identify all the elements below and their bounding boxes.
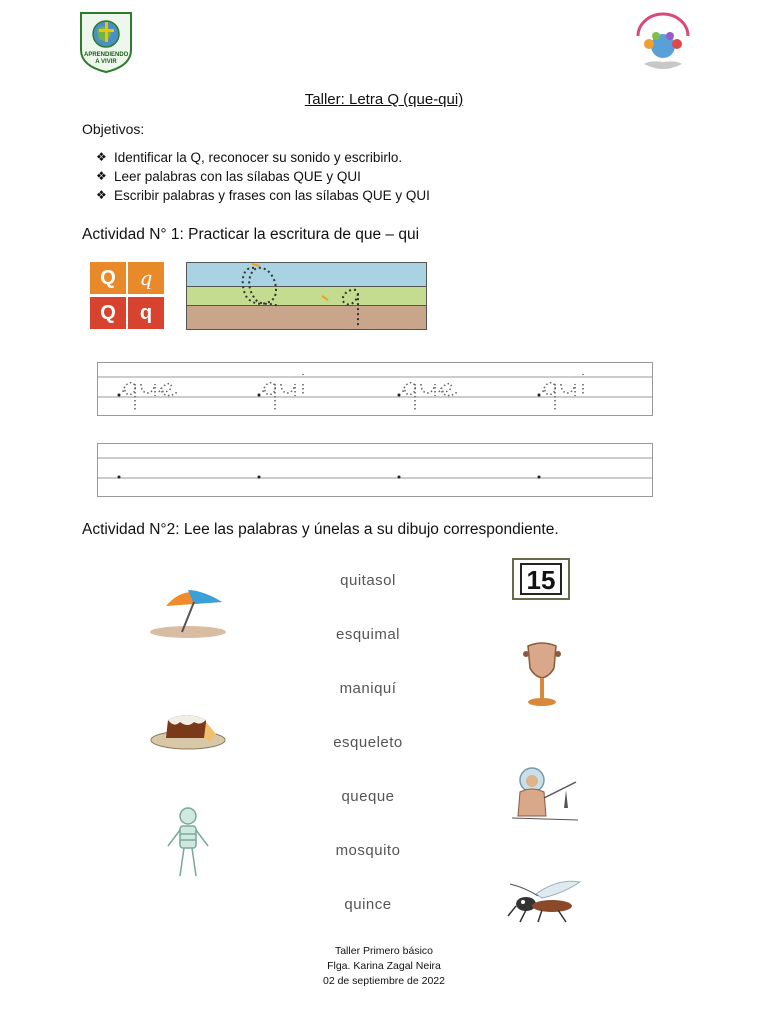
footer-line-date: 02 de septiembre de 2022 [322,975,445,987]
page-title: Taller: Letra Q (que-qui) [304,91,464,108]
word-quince[interactable]: quince [344,896,392,913]
mannequin-picture[interactable] [516,640,568,708]
tracing-line-1 [97,362,653,416]
objectives-list [96,148,430,205]
word-queque[interactable]: queque [341,788,395,805]
skeleton-picture[interactable] [160,806,216,882]
number-15-text: 15 [520,563,562,595]
word-esqueleto[interactable]: esqueleto [333,734,403,751]
umbrella-picture[interactable] [148,584,228,642]
word-quitasol[interactable]: quitasol [340,572,396,589]
activity-1-title: Actividad N° 1: Practicar la escritura de que – qui [82,226,420,243]
diamond-bullet-icon: ❖ [96,169,107,183]
cake-picture[interactable] [150,706,228,750]
objective-item: ❖ Identificar la Q, reconocer su sonido y escribirlo. [96,150,403,165]
tile-lower-red: q [128,297,164,329]
objectives-heading: Objetivos: [82,121,145,137]
tracing-guide-bands [186,262,427,330]
writing-line-2[interactable] [97,443,653,497]
number-15-card[interactable] [512,558,570,600]
tile-upper-print: Q [90,262,126,294]
objective-item: ❖ Leer palabras con las sílabas QUE y QUI [96,169,361,184]
letter-tiles [90,262,166,330]
school-logo [78,10,134,74]
footer [0,944,768,989]
diamond-bullet-icon: ❖ [96,150,107,164]
word-esquimal[interactable]: esquimal [335,626,401,643]
word-maniqui[interactable]: maniquí [339,680,397,697]
diamond-bullet-icon: ❖ [96,188,107,202]
word-mosquito[interactable]: mosquito [335,842,401,859]
program-logo [632,12,694,78]
mosquito-picture[interactable] [506,876,584,924]
eskimo-picture[interactable] [508,764,582,826]
footer-line-author: Flga. Karina Zagal Neira [327,960,441,972]
tile-upper-red: Q [90,297,126,329]
tile-lower-cursive: q [128,262,164,294]
footer-line-course: Taller Primero básico [334,945,434,957]
objective-item: ❖ Escribir palabras y frases con las sílabas QUE y QUI [96,188,430,203]
activity-2-title: Actividad N°2: Lee las palabras y únelas a su dibujo correspondiente. [82,521,559,538]
school-logo-text: APRENDIENDO A VIVIR [84,52,129,65]
